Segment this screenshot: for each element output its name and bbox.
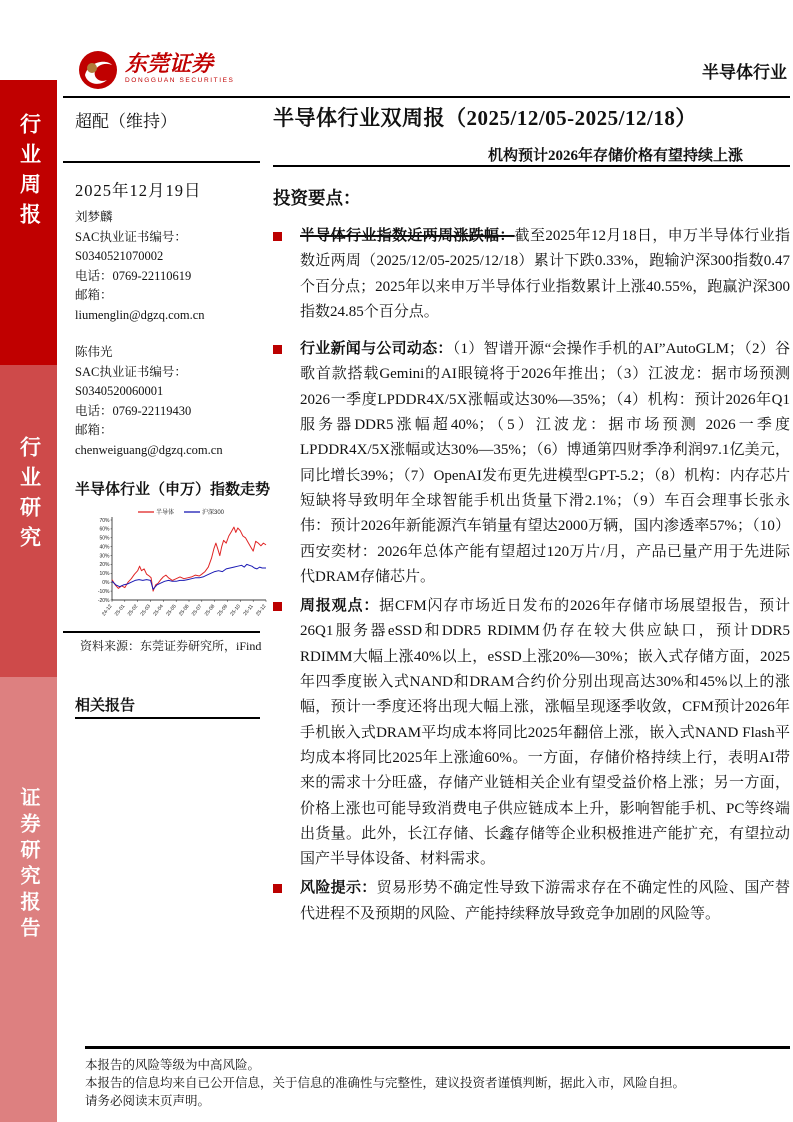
brand-name-en: DONGGUAN SECURITIES: [125, 77, 235, 84]
key-points-list: [273, 224, 790, 931]
key-point-label: 周报观点：: [300, 598, 380, 615]
svg-text:沪深300: 沪深300: [202, 510, 225, 516]
report-date: 2025年12月19日: [75, 181, 202, 200]
svg-text:10%: 10%: [99, 571, 110, 578]
svg-text:25-06: 25-06: [177, 603, 191, 618]
key-point-text: 风险提示：贸易形势不确定性导致下游需求存在不确定性的风险、国产替代进程不及预期的风险、产能持续释放导致竞争加剧的风险等。: [300, 880, 790, 922]
bullet-square-icon: [273, 884, 282, 893]
key-points-heading: 投资要点：: [273, 188, 361, 208]
sidebar-band-industry-weekly: [0, 80, 57, 365]
svg-text:50%: 50%: [99, 535, 110, 542]
bullet-square-icon: [273, 602, 282, 611]
subtitle-divider: [273, 165, 790, 167]
svg-text:25-04: 25-04: [152, 603, 165, 618]
sidebar-band-securities-research-report: [0, 677, 57, 1122]
rating-badge: 超配（维持）: [75, 112, 177, 131]
svg-text:25-10: 25-10: [229, 603, 242, 618]
analyst-email-label: 邮箱：: [75, 288, 113, 302]
analyst-phone: 电话：0769-22119430: [75, 403, 192, 418]
svg-text:25-09: 25-09: [216, 603, 230, 618]
header-industry-tag: 半导体行业: [702, 63, 787, 82]
analyst-email: liumenglin@dgzq.com.cn: [75, 307, 205, 322]
footer-read-statement: 请务必阅读末页声明。: [85, 1094, 211, 1108]
brand-emblem-icon: [78, 50, 118, 90]
brand-name-cn: 东莞证券: [125, 51, 214, 76]
footer-divider: [85, 1046, 790, 1049]
footer-disclaimer: 本报告的信息均来自已公开信息，关于信息的准确性与完整性，建议投资者谨慎判断，据此入市，风险自担。: [85, 1076, 686, 1090]
analyst-phone: 电话：0769-22110619: [75, 268, 192, 283]
svg-text:30%: 30%: [99, 553, 110, 560]
brand-logo: [78, 50, 235, 90]
report-title: 半导体行业双周报（2025/12/05-2025/12/18）: [273, 106, 697, 130]
key-point-label: 行业新闻与公司动态：: [300, 341, 453, 358]
sidebar-band-industry-research: [0, 365, 57, 677]
key-point-text: 行业新闻与公司动态：（1）智谱开源“会操作手机的AI”AutoGLM；（2）谷歌首款搭载Gemini的AI眼镜将于2026年推出；（3）江波龙：据市场预测2026一季度LPDDR4X/5X涨幅或达30%—35%；（4）机构：预计2026年Q1服务器DDR5涨幅超40%；（5）江波龙：据市场预测 2026一季度LPDDR4X/5X涨幅或达30%—35%；（6）博通第四财季净利润97.1亿美元，同比增长39%；（7）OpenAI发布更先进模型GPT-5.2；（8）机构：内存芯片短缺将导致明年全球智能手机出货量下滑2.1%；（9）车百会理事长张永伟：预计2026年新能源汽车销量有望达2000万辆，国内渗透率57%；（10）西安奕材：2026年总体产能有望超过120万片/月，产品已量产用于先进际代DRAM存储芯片。: [300, 341, 790, 585]
bullet-square-icon: [273, 345, 282, 354]
svg-text:-10%: -10%: [97, 588, 110, 595]
left-column-divider: [63, 161, 260, 163]
svg-text:-20%: -20%: [97, 597, 110, 604]
analyst-sac-label: SAC执业证书编号：: [75, 229, 187, 244]
analyst-sac-number: S0340521070002: [75, 249, 164, 263]
analyst-sac-label: SAC执业证书编号：: [75, 364, 187, 379]
key-point-item: [273, 594, 790, 872]
analyst-name: 刘梦麟: [75, 210, 113, 224]
analyst-sac-number: S0340520060001: [75, 384, 164, 398]
chart-title: 半导体行业（申万）指数走势: [75, 482, 271, 498]
chart-bottom-divider: [63, 631, 260, 633]
key-point-item: [273, 876, 790, 927]
svg-text:25-01: 25-01: [113, 603, 127, 618]
svg-text:25-11: 25-11: [242, 603, 255, 618]
sidebar-label-industry-weekly: 行业周报: [17, 113, 41, 233]
analyst-email-label: 邮箱：: [75, 423, 113, 437]
svg-text:25-02: 25-02: [126, 603, 140, 618]
sidebar-label-securities-research-report: 证券研究报告: [17, 787, 39, 943]
bullet-square-icon: [273, 232, 282, 241]
svg-text:25-07: 25-07: [190, 603, 204, 618]
analyst-block: [75, 208, 270, 325]
svg-text:24-12: 24-12: [100, 603, 114, 618]
report-subtitle: 机构预计2026年存储价格有望持续上涨: [487, 148, 743, 164]
analyst-name: 陈伟光: [75, 345, 113, 359]
key-point-text: 半导体行业指数近两周涨跌幅：截至2025年12月18日，申万半导体行业指数近两周（2025/12/05-2025/12/18）累计下跌0.33%，跑输沪深300指数0.47个百分点；2025年以来申万半导体行业指数累计上涨40.55%，跑赢沪深300指数24.85个百分点。: [300, 228, 790, 320]
key-point-item: [273, 224, 790, 325]
sidebar-label-industry-research: 行业研究: [17, 436, 41, 556]
footer-risk-level: 本报告的风险等级为中高风险。: [85, 1058, 261, 1072]
svg-text:60%: 60%: [99, 526, 110, 533]
svg-text:25-12: 25-12: [254, 603, 268, 618]
index-trend-chart: [84, 504, 272, 631]
svg-text:0%: 0%: [102, 580, 110, 586]
key-point-label: 风险提示：: [300, 880, 377, 897]
svg-text:70%: 70%: [99, 517, 110, 524]
key-point-text: 周报观点：据CFM闪存市场近日发布的2026年存储市场展望报告，预计26Q1服务器eSSD和DDR5 RDIMM仍存在较大供应缺口，预计DDR5 RDIMM大幅上涨40%以上，eSSD上涨20%—30%；嵌入式存储方面，2025年四季度嵌入式NAND和DRAM合约价分别出现高达30%和45%以上的涨幅，预计一季度还将出现大幅上涨，涨幅呈现逐季收敛，CFM预计2026年手机嵌入式DRAM平均成本将同比2025年翻倍上涨，嵌入式NAND Flash平均成本将同比2025年上涨逾60%。一方面，存储价格持续上行，表明AI带来的需求十分旺盛，存储产业链相关企业有望受益价格上涨；另一方面，价格上涨也可能导致消费电子供应链成本上升，影响智能手机、PC等终端出货量。此外，长江存储、长鑫存储等企业积极推进产能扩充，有望拉动国产半导体设备、材料需求。: [300, 598, 790, 868]
svg-text:半导体: 半导体: [156, 510, 175, 516]
svg-text:40%: 40%: [99, 544, 110, 551]
chart-source-note: 资料来源：东莞证券研究所，iFind: [80, 639, 262, 653]
analyst-email: chenweiguang@dgzq.com.cn: [75, 442, 223, 457]
svg-text:20%: 20%: [99, 562, 110, 569]
related-reports-heading: 相关报告: [75, 698, 136, 714]
svg-text:25-03: 25-03: [139, 603, 153, 618]
related-reports-divider: [75, 717, 260, 719]
analyst-block: [75, 343, 270, 460]
svg-text:25-05: 25-05: [165, 603, 178, 618]
key-point-label: 半导体行业指数近两周涨跌幅：: [300, 228, 515, 244]
header-divider: [63, 96, 790, 98]
key-point-item: [273, 337, 790, 590]
svg-text:25-08: 25-08: [203, 603, 217, 618]
